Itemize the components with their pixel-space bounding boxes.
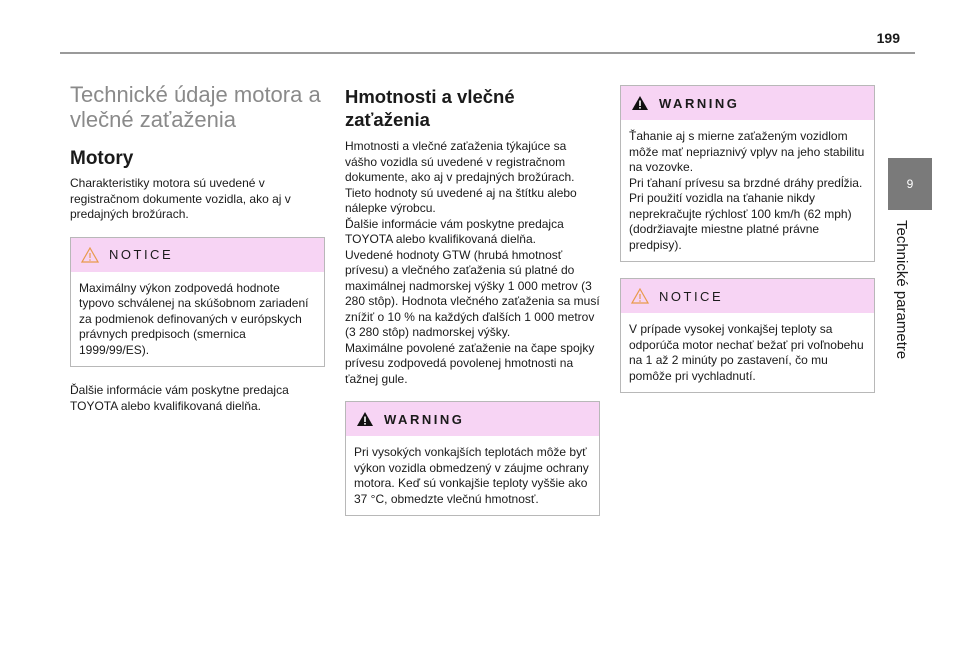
- notice-triangle-icon: [631, 288, 649, 304]
- warning-triangle-icon: [356, 411, 374, 427]
- notice-text: V prípade vysokej vonkajšej teploty sa odporúča motor nechať bežať pri voľnobehu na 1 až 2 minúty po zastavení, čo mu pomôže pri vychladnutí.: [629, 322, 864, 383]
- outro-text: Ďalšie informácie vám poskytne predajca TOYOTA alebo kvalifikovaná dielňa.: [70, 383, 289, 413]
- section-title: Technické údaje motora a vlečné zaťaženia: [70, 82, 321, 132]
- warning-text: Ťahanie aj s mierne zaťaženým vozidlom môže mať nepriaznivý vplyv na jeho stabilitu na vozovke. Pri ťahaní prívesu sa brzdné dráhy predĺžia. Pri použití vozidla na ťahanie nikdy neprekračujte rýchlosť 100 km/h (62 mph) (dodržiavajte miestne platné právne predpisy).: [629, 129, 865, 252]
- notice-title: NOTICE: [659, 288, 724, 304]
- chapter-tab: 9: [888, 158, 932, 210]
- warning-header: [346, 402, 599, 436]
- heading-hmotnosti: Hmotnosti a vlečné zaťaženia: [345, 86, 515, 130]
- notice-header: [71, 238, 324, 272]
- notice-box: [620, 278, 875, 393]
- warning-title: WARNING: [384, 411, 465, 427]
- weights-text: Hmotnosti a vlečné zaťaženia týkajúce sa vášho vozidla sú uvedené v registračnom dokumente, ako aj v predajných brožúrach. Tieto hodnoty sú uvedené aj na štítku alebo nálepke výrobcu. Ďalšie informácie vám poskytne predajca TOYOTA alebo kvalifikovaná dielňa. Uvedené hodnoty GTW (hrubá hmotnosť prívesu) a vlečného zaťaženia sú platné do maximálnej nadmorskej výšky 1 000 metrov (3 280 stôp). Hodnota vlečného zaťaženia sa musí znížiť o 10 % na každých ďalších 1 000 metrov (3 280 stôp) nadmorskej výšky. Maximálne povolené zaťaženie na čape spojky prívesu zodpovedá povolenej hmotnosti na ťažnej gule.: [345, 139, 600, 386]
- warning-title: WARNING: [659, 95, 740, 111]
- heading-motory: Motory: [70, 148, 134, 169]
- warning-text: Pri vysokých vonkajších teplotách môže byť výkon vozidla obmedzený v záujme ochrany motora. Keď sú vonkajšie teploty vyššie ako 37 °C, obmedzte vlečnú hmotnosť.: [354, 445, 589, 506]
- column-3: [620, 82, 875, 393]
- notice-box: [70, 237, 325, 368]
- notice-triangle-icon: [81, 247, 99, 263]
- warning-header: [621, 86, 874, 120]
- notice-header: [621, 279, 874, 313]
- page-number: 199: [876, 30, 900, 46]
- column-1: [70, 82, 325, 414]
- notice-text: Maximálny výkon zodpovedá hodnote typovo schválenej na skúšobnom zariadení za podmienok definovaných v európskych právnych predpisoch (smernica 1999/99/ES).: [79, 280, 309, 357]
- warning-box: [345, 401, 600, 516]
- notice-title: NOTICE: [109, 247, 174, 262]
- header-rule: [60, 52, 915, 54]
- chapter-title: Technické parametre: [893, 220, 910, 360]
- column-2: [345, 85, 600, 516]
- chapter-title-vertical: [890, 220, 910, 370]
- warning-box: [620, 85, 875, 262]
- warning-triangle-icon: [631, 95, 649, 111]
- intro-text: Charakteristiky motora sú uvedené v registračnom dokumente vozidla, ako aj v predajných brožúrach.: [70, 176, 291, 221]
